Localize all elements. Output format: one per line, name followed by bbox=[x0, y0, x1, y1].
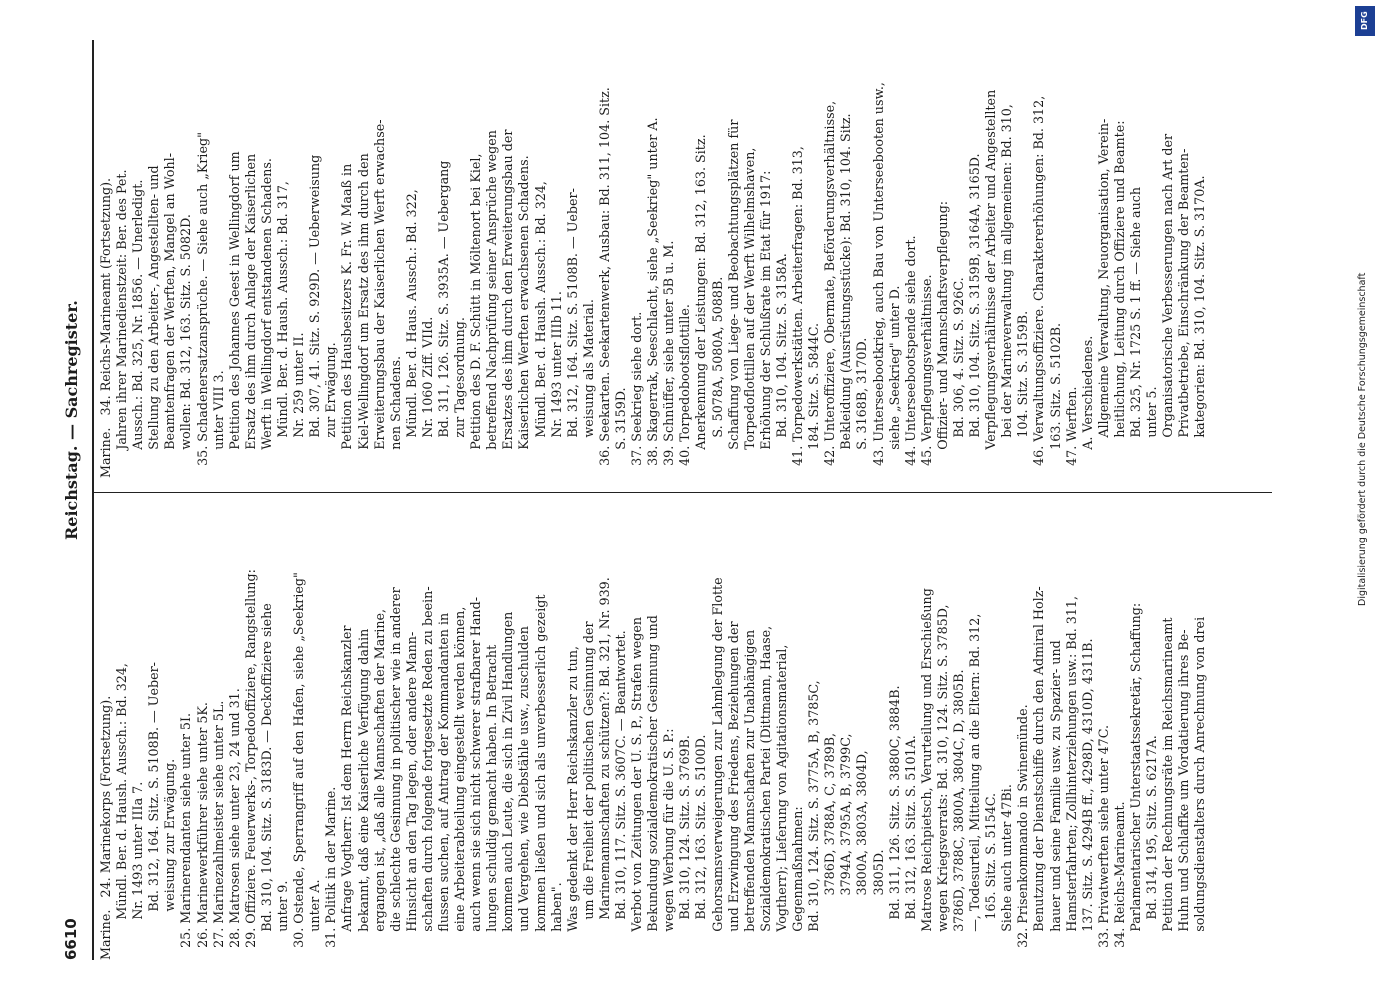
index-line: 44. Unterseebootspende siehe dort. bbox=[902, 235, 918, 478]
index-line: Bd. 312, 163. Sitz. S. 5101A. bbox=[902, 735, 918, 960]
index-line: Werft in Wellingdorf entstandenen Schadens. bbox=[258, 158, 274, 478]
index-line: Benutzung der Dienstschiffe durch den Admiral Holz- bbox=[1031, 586, 1047, 960]
header-rule bbox=[92, 40, 94, 960]
dfg-stamp bbox=[1355, 6, 1377, 986]
index-line: Aussch.: Bd. 325, Nr. 1856. — Unerledigt. bbox=[130, 179, 146, 478]
index-line: 40. Torpedobootsflottille. bbox=[677, 304, 693, 478]
index-line: 25. Marinerendanten siehe unter 5I. bbox=[178, 712, 194, 960]
index-line: 3800A, 3803A, 3804D, bbox=[854, 750, 870, 960]
index-line: zur Erwägung. bbox=[323, 342, 339, 478]
index-line: und Vergehen, wie Diebstähle usw., zuschulden bbox=[516, 626, 532, 960]
index-line: 104. Sitz. S. 3159B. bbox=[1015, 310, 1031, 478]
index-line: 42. Unteroffiziere, Obermate, Beförderungsverhältnisse, bbox=[822, 100, 838, 478]
index-line: unter 5. bbox=[1144, 386, 1160, 478]
index-line: 28. Matrosen siehe unter 23, 24 und 31. bbox=[226, 688, 242, 960]
index-line: soldungsdienstalters durch Anrechnung von drei bbox=[1192, 616, 1208, 960]
index-line: auch wenn sie sich nicht schwerer strafbarer Hand- bbox=[468, 597, 484, 960]
index-line: Verpflegungsverhältnisse der Arbeiter und Angestellten bbox=[983, 89, 999, 478]
index-line: 29. Offiziere. Feuerwerks-, Torpedooffiziere, Rangstellung: bbox=[242, 569, 258, 960]
index-line: Allgemeine Verwaltung, Neuorganisation, Verein- bbox=[1095, 118, 1111, 478]
index-line: betreffend Nachprüfung seiner Ansprüche wegen bbox=[484, 130, 500, 478]
index-line: Bd. 307, 41. Sitz. S. 929D. — Ueberweisung bbox=[307, 154, 323, 478]
index-line: 3794A, 3795A, B, 3799C, bbox=[838, 733, 854, 960]
index-line: Verbot von Zeitungen der U. S. P., Strafen wegen bbox=[629, 616, 645, 960]
index-line: Huhn und Schlaffke um Vordatierung ihres Be- bbox=[1176, 629, 1192, 960]
index-line: die schlechte Gesinnung in politischer wie in anderer bbox=[387, 587, 403, 960]
index-line: 27. Marinezahlmeister siehe unter 5L. bbox=[210, 700, 226, 960]
index-line: unter 9. bbox=[275, 880, 291, 960]
index-line: Bd. 325, Nr. 1725 S. 1 ff. — Siehe auch bbox=[1128, 186, 1143, 478]
index-line: Marine. 24. Marinekorps (Fortsetzung). bbox=[98, 695, 113, 960]
index-line: Bd. 310, 124. Sitz. S. 3769B. bbox=[677, 735, 693, 960]
index-line: 165. Sitz. S. 5154C. bbox=[983, 792, 999, 960]
index-line: Bd. 310, 117. Sitz. S. 3607C. — Beantwortet. bbox=[613, 630, 628, 960]
index-line: Bekleidung (Ausrüstungsstücke): Bd. 310, 104. Sitz. bbox=[838, 113, 854, 478]
index-line: Kaiserlichen Werften erwachsenen Schadens. bbox=[516, 155, 532, 478]
index-line: Nr. 1493 unter IIIa 7. bbox=[130, 781, 146, 960]
left-column bbox=[98, 492, 1268, 960]
index-line: ergangen ist, „daß alle Mannschaften der Marine, bbox=[371, 608, 387, 960]
index-line: 3786D, 3788C, 3800A, 3804C, D, 3805B. bbox=[950, 669, 966, 960]
index-line: 36. Seekarten. Seekartenwerk, Ausbau: Bd. 311, 104. Sitz. bbox=[596, 87, 612, 478]
index-line: nen Schadens. bbox=[387, 356, 403, 478]
index-line: 38. Skagerrak, Seeschlacht, siehe „Seekrieg" unter A. bbox=[645, 117, 661, 478]
page-header bbox=[58, 40, 92, 960]
index-line: 39. Schnüffer, siehe unter 5B u. M. bbox=[661, 240, 677, 478]
index-line: heitlichung, Leitung durch Offiziere und Beamte: bbox=[1111, 120, 1127, 478]
index-line: Nr. 1060 Ziff. VIId. bbox=[419, 316, 435, 478]
index-line: 31. Politik in der Marine. bbox=[323, 786, 339, 960]
index-line: Mündl. Ber. d. Haush. Aussch.: Bd. 324, bbox=[532, 181, 548, 478]
index-line: weisung zur Erwägung. bbox=[162, 758, 178, 960]
index-line: lungen schuldig gemacht haben. In Betracht bbox=[484, 644, 500, 960]
index-line: Petition des Johannes Geest in Wellingdorf um bbox=[226, 151, 242, 478]
index-line: 34. Reichs-Marineamt. bbox=[1111, 801, 1127, 960]
index-line: wollen: Bd. 312, 163. Sitz. S. 5082D. bbox=[178, 214, 194, 478]
index-line: bei der Marineverwaltung im allgemeinen: Bd. 310, bbox=[999, 104, 1015, 478]
index-line: Bd. 310, 124. Sitz. S. 3775A, B, 3785C, bbox=[806, 680, 822, 960]
index-line: schaften durch folgende fortgesetzte Reden zu beein- bbox=[419, 586, 435, 960]
index-line: Marine. 34. Reichs-Marineamt (Fortsetzung). bbox=[98, 177, 113, 478]
index-line: unter A. bbox=[307, 879, 323, 960]
index-line: 3805D. bbox=[870, 849, 886, 960]
index-line: betreffenden Mannschaften zur Unabhängigen bbox=[741, 629, 757, 960]
index-line: Anerkennung der Leistungen: Bd. 312, 163. Sitz. bbox=[693, 134, 709, 478]
index-line: 137. Sitz. S. 4294B ff., 4298D, 4310D, 4311B. bbox=[1079, 638, 1095, 960]
index-line: Parlamentarischer Unterstaatssekretär, Schaffung: bbox=[1128, 602, 1143, 960]
running-title: Reichstag. — Sachregister. bbox=[62, 300, 81, 540]
index-line: 184. Sitz. S. 5844C. bbox=[806, 323, 822, 478]
index-line: S. 5078A, 5080A, 5088B. bbox=[709, 276, 725, 478]
index-line: Bekundung sozialdemokratischer Gesinnung und bbox=[645, 615, 661, 960]
index-line: 41. Torpedowerkstätten. Arbeiterfragen: Bd. 313, bbox=[790, 146, 806, 478]
index-line: kategorien: Bd. 310, 104. Sitz. S. 3170A. bbox=[1192, 175, 1208, 478]
index-line: Bd. 306, 4. Sitz. S. 926C. bbox=[950, 277, 966, 478]
index-line: Gehorsamsverweigerungen zur Lahmlegung der Flotte bbox=[709, 577, 725, 960]
index-line: Mündl. Ber. d. Haush. Aussch.: Bd. 324, bbox=[114, 663, 130, 960]
index-line: haben". bbox=[548, 882, 564, 960]
index-line: Petition des D. F. Schütt in Möltenort bei Kiel, bbox=[468, 153, 484, 478]
index-line: wegen Werbung für die U. S. P.: bbox=[661, 728, 677, 960]
index-line: Mündl. Ber. d. Haush. Aussch.: Bd. 317, bbox=[275, 181, 291, 478]
index-line: hauer und seine Familie usw. zu Spazier- und bbox=[1047, 640, 1063, 960]
index-line: zur Tagesordnung. bbox=[452, 317, 468, 478]
index-line: Ersatz des ihm durch Anlage der Kaiserlichen bbox=[242, 153, 258, 478]
index-line: A. Verschiedenes. bbox=[1079, 335, 1095, 478]
index-line: 32. Prisenkommando in Swinemünde. bbox=[1015, 704, 1031, 960]
index-line: und Erzwingung des Friedens, Beziehungen der bbox=[725, 621, 741, 960]
index-line: kommen ließen und sich als unverbesserlich gezeigt bbox=[532, 594, 548, 960]
index-line: Offizier- und Mannschaftsverpflegung: bbox=[934, 200, 950, 478]
index-line: Kiel-Wellingdorf um Ersatz des ihm durch den bbox=[355, 153, 371, 478]
index-line: 3786D, 3788A, C, 3789B, bbox=[822, 732, 838, 960]
index-line: 30. Ostende, Sperrangriff auf den Hafen, siehe „Seekrieg" bbox=[291, 572, 307, 960]
index-line: Erhöhung der Schlußrate im Etat für 1917: bbox=[757, 170, 773, 478]
index-line: Hinsicht an den Tag legen, oder andere Mann- bbox=[403, 631, 419, 960]
index-line: 46. Verwaltungsoffiziere. Charaktererhöhungen: Bd. 312, bbox=[1031, 95, 1047, 478]
index-line: kommen auch Leute, die sich in Zivil Handlungen bbox=[500, 611, 516, 960]
dfg-logo: DFG bbox=[1355, 6, 1375, 36]
index-line: Marinemannschaften zu schützen?: Bd. 321, Nr. 939. bbox=[596, 577, 612, 960]
index-line: Torpedoflottillen auf der Werft Wilhelmshaven, bbox=[741, 147, 757, 478]
index-line: S. 3168B, 3170D. bbox=[854, 337, 870, 478]
index-line: Jahren ihrer Marinedienstzeit: Ber. des Pet. bbox=[114, 169, 130, 478]
index-line: um die Freiheit der politischen Gesinnung der bbox=[580, 621, 596, 960]
index-line: Petition der Rechnungsräte im Reichsmarineamt bbox=[1160, 617, 1176, 960]
index-line: Bd. 312, 163. Sitz. S. 5100D. bbox=[693, 734, 709, 960]
index-line: Nr. 259 unter II. bbox=[291, 332, 307, 478]
index-line: 45. Verpflegungsverhältnisse. bbox=[918, 274, 934, 478]
index-line: wegen Kriegsverrats: Bd. 310, 124. Sitz. S. 3785D, bbox=[934, 604, 950, 960]
index-line: Petition des Hausbesitzers K. Fr. W. Maaß in bbox=[339, 163, 355, 478]
index-line: Gegenmaßnahmen: bbox=[790, 806, 806, 960]
index-line: Bd. 310, 104. Sitz. S. 3158A. bbox=[773, 253, 789, 478]
index-line: Schaffung von Liege- und Beobachtungsplätzen für bbox=[725, 119, 741, 478]
index-line: Was gedenkt der Herr Reichskanzler zu tun, bbox=[564, 645, 580, 960]
page-number: 6610 bbox=[62, 918, 80, 960]
index-line: 37. Seekrieg siehe dort. bbox=[629, 311, 645, 478]
index-line: Privatbetriebe, Einschränkung der Beamten- bbox=[1176, 148, 1192, 478]
index-line: Mündl. Ber. d. Haus. Aussch.: Bd. 322, bbox=[403, 189, 419, 478]
index-line: Bd. 312, 164. Sitz. S. 5108B. — Ueber- bbox=[146, 662, 162, 960]
index-line: 43. Unterseebootkrieg, auch Bau von Unterseebooten usw., bbox=[870, 82, 886, 478]
index-line: 26. Marinewerkführer siehe unter 5K. bbox=[194, 702, 210, 960]
index-line: S. 3159D. bbox=[613, 387, 628, 478]
index-line: Beamtenfragen der Werften, Mangel an Wohl- bbox=[162, 153, 178, 478]
index-line: Sozialdemokratischen Partei (Dittmann, Haase, bbox=[757, 625, 773, 960]
index-line: 163. Sitz. S. 5102B. bbox=[1047, 322, 1063, 478]
index-line: Nr. 1493 unter IIIb 11. bbox=[548, 291, 564, 478]
index-line: Hamsterfahrten; Zollhinterziehungen usw.: Bd. 311, bbox=[1063, 595, 1079, 960]
right-column bbox=[98, 10, 1268, 478]
index-line: eine Arbeiterabteilung eingestellt werden können, bbox=[452, 606, 468, 960]
index-line: Bd. 314, 195, Sitz. S. 6217A. bbox=[1144, 735, 1160, 960]
index-line: Stellung zu den Arbeiter-, Angestellten- und bbox=[146, 165, 162, 478]
index-line: 33. Privatwerften siehe unter 47C. bbox=[1095, 724, 1111, 960]
index-line: Erweiterungsbau der Kaiserlichen Werft erwachse- bbox=[371, 119, 387, 478]
index-line: Ersatzes des ihm durch den Erweiterungsbau der bbox=[500, 129, 516, 478]
index-line: 47. Werften. bbox=[1063, 386, 1079, 478]
index-line: unter VIII 3. bbox=[210, 370, 226, 478]
index-line: Matrose Reichpietsch, Verurteilung und Erschießung bbox=[918, 588, 934, 960]
index-line: —, Todesurteil, Mitteilung an die Eltern: Bd. 312, bbox=[967, 613, 983, 960]
index-line: Anfrage Vogtherr: Ist dem Herrn Reichskanzler bbox=[339, 625, 355, 960]
index-line: bekannt, daß eine Kaiserliche Verfügung dahin bbox=[355, 628, 371, 960]
index-line: weisung als Material. bbox=[580, 299, 596, 478]
index-line: Bd. 311, 126. Sitz. S. 3935A. — Uebergang bbox=[435, 160, 451, 478]
index-line: 35. Schadenersatzansprüche. — Siehe auch „Krieg" bbox=[194, 132, 210, 478]
index-line: Organisatorische Verbesserungen nach Art der bbox=[1160, 133, 1176, 478]
dfg-stamp-text: Digitalisierung gefördert durch die Deutsche Forschungsgemeinschaft bbox=[1357, 272, 1368, 606]
index-line: flussen suchen, auf Antrag der Kommandanten in bbox=[435, 612, 451, 960]
index-line: Bd. 311, 126. Sitz. S. 3880C, 3884B. bbox=[886, 685, 902, 960]
index-line: Bd. 310, 104. Sitz. S. 3183D. — Deckoffiziere siehe bbox=[258, 603, 274, 960]
index-line: Vogtherr); Lieferung von Agitationsmaterial, bbox=[773, 644, 789, 960]
index-line: Bd. 310, 104. Sitz. S. 3159B, 3164A, 3165D. bbox=[967, 153, 983, 478]
index-line: Bd. 312, 164. Sitz. S. 5108B. — Ueber- bbox=[564, 188, 580, 478]
index-line: siehe „Seekrieg" unter D. bbox=[886, 285, 902, 478]
index-line: Siehe auch unter 47Bi. bbox=[999, 784, 1015, 960]
